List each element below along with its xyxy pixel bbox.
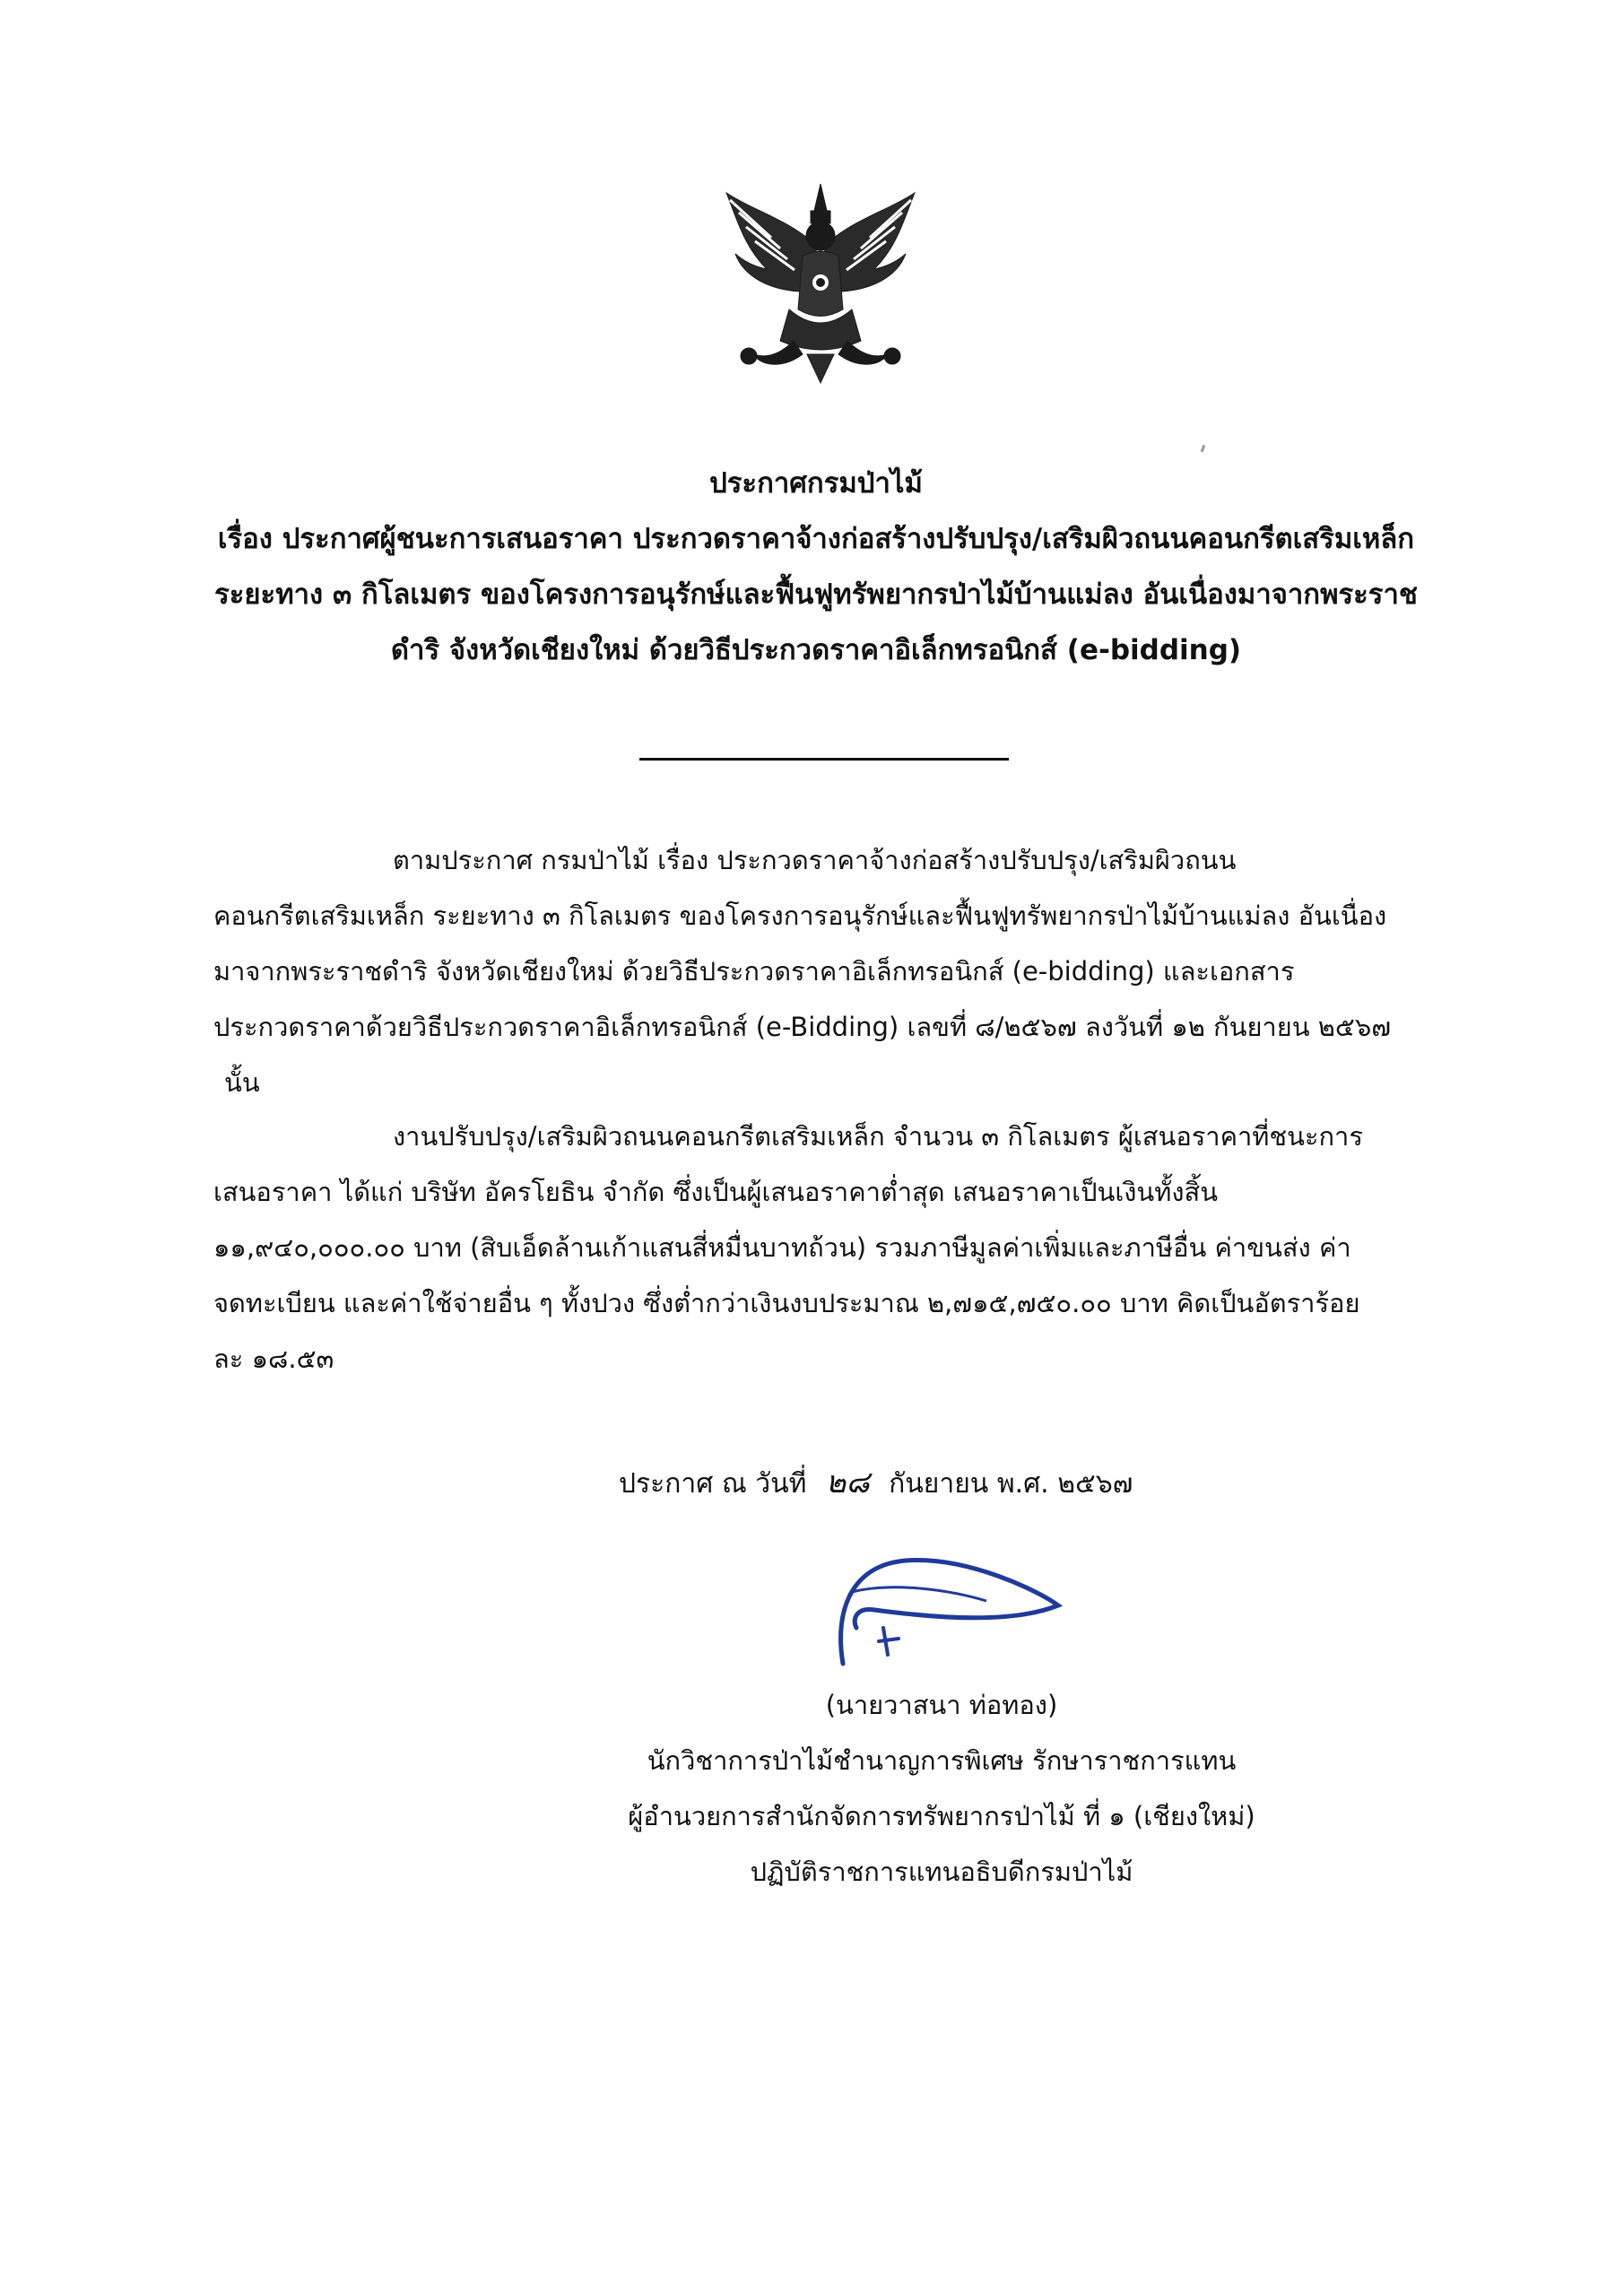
subject-line: เรื่อง ประกาศผู้ชนะการเสนอราคา ประกวดราคาจ้างก่อสร้างปรับปรุง/เสริมผิวถนนคอนกรีตเสริมเหล็ก: [217, 523, 1415, 555]
signatory-position: นักวิชาการป่าไม้ชำนาญการพิเศษ รักษาราชการแทน: [647, 1745, 1237, 1776]
announcement-date: [619, 1457, 1133, 1506]
announcement-title: [206, 456, 1426, 678]
handwritten-signature: [834, 1556, 1067, 1691]
agency-title: ประกาศกรมป่าไม้: [709, 467, 923, 500]
paragraph-winner: [213, 1109, 1415, 1387]
date-suffix: กันยายน พ.ศ. ๒๕๖๗: [889, 1468, 1133, 1500]
paragraph-line: คอนกรีตเสริมเหล็ก ระยะทาง ๓ กิโลเมตร ของโครงการอนุรักษ์และฟื้นฟูทรัพยากรป่าไม้บ้านแม่ลง อันเนื่อง: [213, 900, 1387, 931]
paragraph-line: ประกวดราคาด้วยวิธีประกวดราคาอิเล็กทรอนิกส์ (e-Bidding) เลขที่ ๘/๒๕๖๗ ลงวันที่ ๑๒ กันยายน ๒๕๖๗: [213, 1012, 1392, 1042]
paragraph-line: นั้น: [224, 1067, 260, 1098]
subject-line: ระยะทาง ๓ กิโลเมตร ของโครงการอนุรักษ์และฟื้นฟูทรัพยากรป่าไม้บ้านแม่ลง อันเนื่องมาจากพระราช: [214, 578, 1418, 611]
scan-mark: [1201, 445, 1206, 453]
signatory-block: [538, 1677, 1345, 1900]
paragraph-line: ละ ๑๘.๕๓: [213, 1344, 334, 1374]
paragraph-line: ๑๑,๙๔๐,๐๐๐.๐๐ บาท (สิบเอ็ดล้านเก้าแสนสี่หมื่นบาทถ้วน) รวมภาษีมูลค่าเพิ่มและภาษีอื่น ค่าขนส่ง ค่า: [213, 1232, 1351, 1263]
subject-line: ดำริ จังหวัดเชียงใหม่ ด้วยวิธีประกวดราคาอิเล็กทรอนิกส์ (e-bidding): [390, 634, 1242, 666]
paragraph-line: เสนอราคา ได้แก่ บริษัท อัครโยธิน จำกัด ซึ่งเป็นผู้เสนอราคาต่ำสุด เสนอราคาเป็นเงินทั้งสิ้น: [213, 1177, 1219, 1207]
paragraph-reference: [213, 832, 1415, 1110]
garuda-emblem: [717, 184, 924, 386]
date-day-handwritten: ๒๘: [825, 1465, 870, 1500]
signatory-position: ผู้อำนวยการสำนักจัดการทรัพยากรป่าไม้ ที่ ๑ (เชียงใหม่): [628, 1801, 1255, 1831]
paragraph-line: จดทะเบียน และค่าใช้จ่ายอื่น ๆ ทั้งปวง ซึ่งต่ำกว่าเงินงบประมาณ ๒,๗๑๕,๗๕๐.๐๐ บาท คิดเป็นอัตราร้อย: [213, 1288, 1360, 1318]
date-prefix: ประกาศ ณ วันที่: [619, 1468, 807, 1500]
paragraph-line: งานปรับปรุง/เสริมผิวถนนคอนกรีตเสริมเหล็ก จำนวน ๓ กิโลเมตร ผู้เสนอราคาที่ชนะการ: [393, 1121, 1363, 1152]
paragraph-line: ตามประกาศ กรมป่าไม้ เรื่อง ประกวดราคาจ้างก่อสร้างปรับปรุง/เสริมผิวถนน: [393, 845, 1237, 875]
signatory-position: ปฏิบัติราชการแทนอธิบดีกรมป่าไม้: [750, 1857, 1133, 1887]
signatory-name: (นายวาสนา ท่อทอง): [825, 1690, 1058, 1720]
paragraph-line: มาจากพระราชดำริ จังหวัดเชียงใหม่ ด้วยวิธีประกวดราคาอิเล็กทรอนิกส์ (e-bidding) และเอกสาร: [213, 956, 1295, 987]
title-underline: [639, 758, 1009, 761]
